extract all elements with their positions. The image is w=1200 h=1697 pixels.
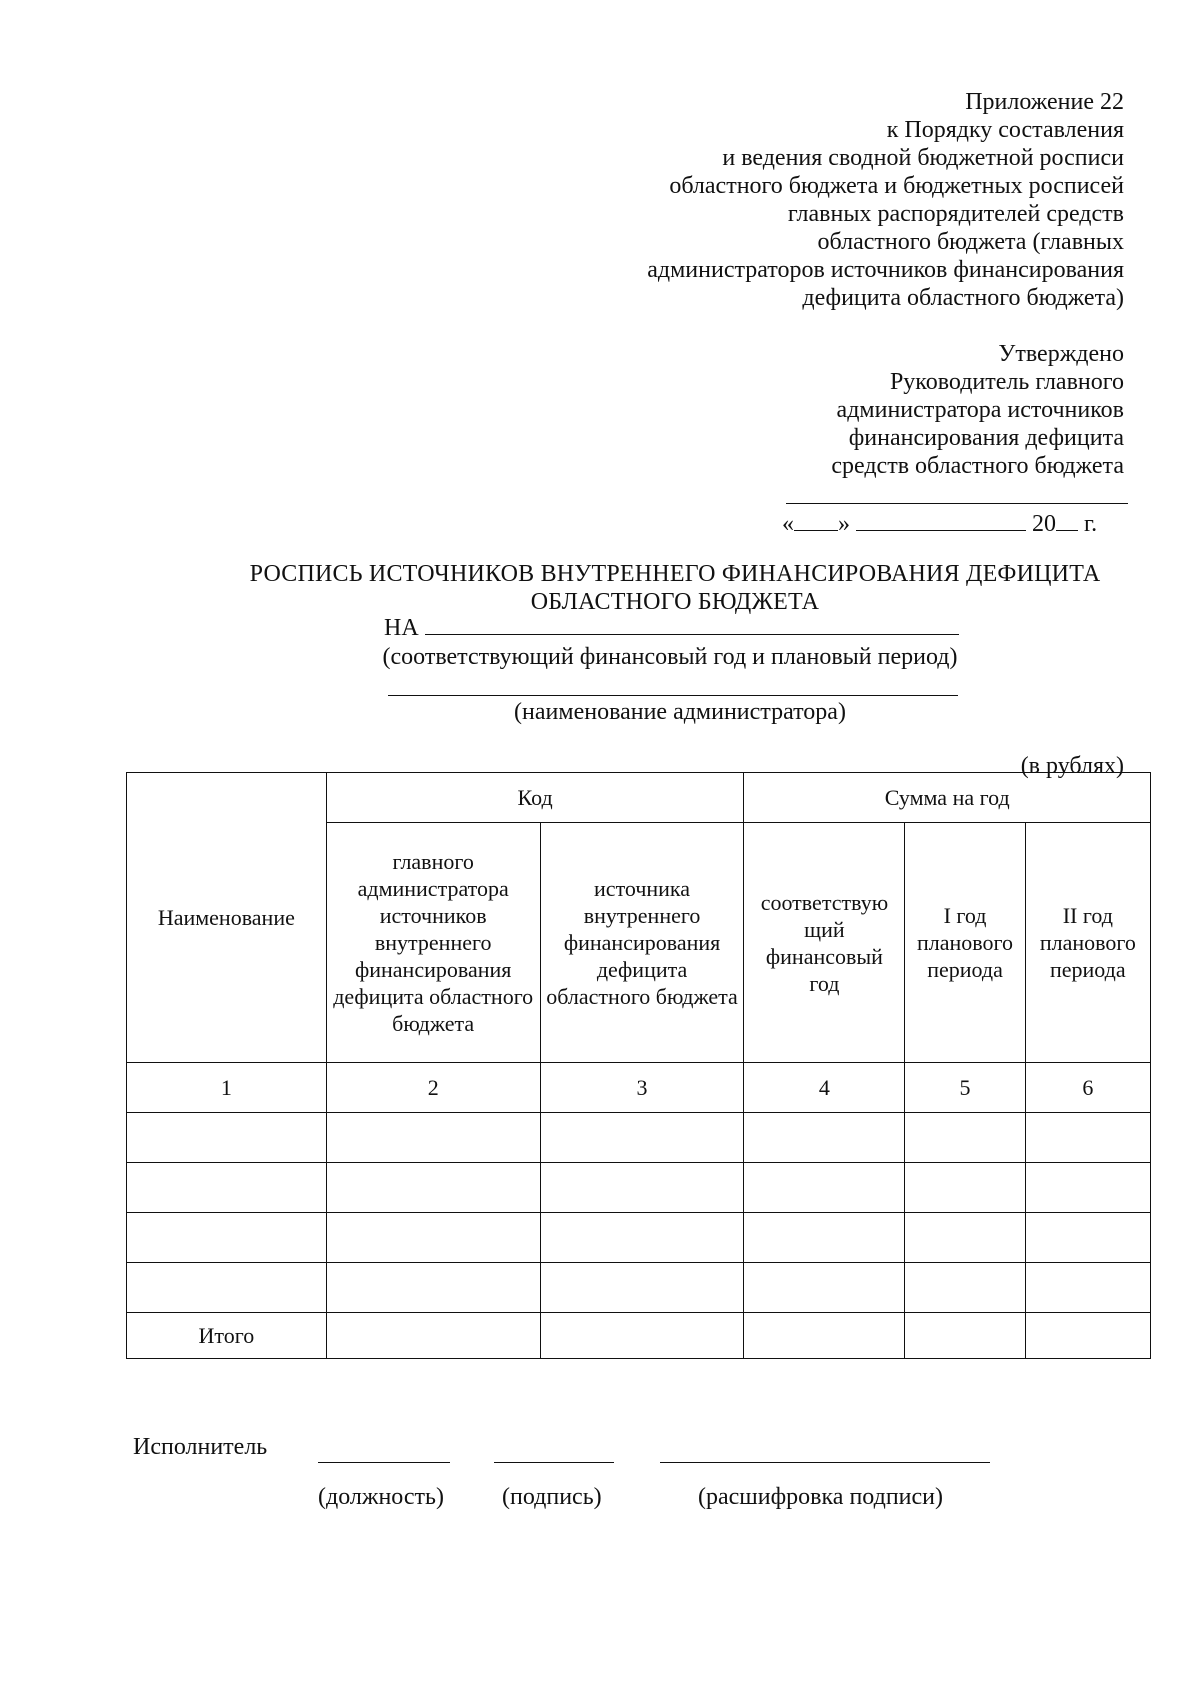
administrator-caption: (наименование администратора): [514, 699, 846, 725]
table-cell[interactable]: [1025, 1313, 1150, 1359]
approval-line: финансирования дефицита: [848, 425, 1124, 451]
header-sum-current: соответствую щий финансовый год: [744, 823, 905, 1063]
table-cell[interactable]: [1025, 1213, 1150, 1263]
executor-label: Исполнитель: [133, 1434, 268, 1460]
header-code-admin: главного администратора источников внутреннего финансирования дефицита областного бюджета: [326, 823, 540, 1063]
column-number: 1: [127, 1063, 327, 1113]
appendix-line: и ведения сводной бюджетной росписи: [722, 145, 1124, 171]
decoding-caption: (расшифровка подписи): [698, 1484, 943, 1510]
table-cell[interactable]: [744, 1263, 905, 1313]
total-label: Итого: [127, 1313, 327, 1359]
appendix-line: главных распорядителей средств: [787, 201, 1124, 227]
table-cell[interactable]: [540, 1263, 744, 1313]
header-sum: Сумма на год: [744, 773, 1151, 823]
table-cell[interactable]: [326, 1263, 540, 1313]
sources-table: [126, 772, 1151, 1359]
table-row: [127, 1263, 1151, 1313]
appendix-line: к Порядку составления: [886, 117, 1124, 143]
total-row: [127, 1313, 1151, 1359]
period-row: [384, 612, 959, 642]
table-cell[interactable]: [127, 1263, 327, 1313]
column-number: 3: [540, 1063, 744, 1113]
column-number: 4: [744, 1063, 905, 1113]
appendix-line: дефицита областного бюджета): [802, 285, 1124, 311]
table-cell[interactable]: [540, 1163, 744, 1213]
year-blank: [1056, 510, 1078, 531]
approval-block: [704, 340, 1124, 480]
table-cell[interactable]: [540, 1113, 744, 1163]
column-number: 2: [326, 1063, 540, 1113]
table-cell[interactable]: [905, 1263, 1025, 1313]
month-blank: [856, 510, 1026, 531]
approval-line: администратора источников: [836, 397, 1124, 423]
date-close-quote: »: [838, 511, 850, 537]
table-row: [127, 1213, 1151, 1263]
table-cell[interactable]: [905, 1213, 1025, 1263]
table-cell[interactable]: [1025, 1113, 1150, 1163]
table-cell[interactable]: [540, 1313, 744, 1359]
table-cell[interactable]: [1025, 1163, 1150, 1213]
table-cell[interactable]: [540, 1213, 744, 1263]
table-cell[interactable]: [905, 1113, 1025, 1163]
appendix-header: [564, 88, 1124, 312]
table-cell[interactable]: [326, 1213, 540, 1263]
column-number: 6: [1025, 1063, 1150, 1113]
position-caption: (должность): [318, 1484, 444, 1510]
appendix-line: Приложение 22: [965, 89, 1124, 115]
appendix-line: областного бюджета и бюджетных росписей: [669, 173, 1124, 199]
period-caption: (соответствующий финансовый год и плановый период): [382, 644, 958, 670]
signature-blank: [494, 1462, 614, 1463]
administrator-blank: [388, 695, 958, 696]
table-cell[interactable]: [127, 1163, 327, 1213]
table-cell[interactable]: [744, 1163, 905, 1213]
units-label: (в рублях): [1020, 753, 1124, 779]
table-row: [127, 1113, 1151, 1163]
header-code: Код: [326, 773, 744, 823]
approval-line: Руководитель главного: [889, 369, 1124, 395]
table-cell[interactable]: [326, 1313, 540, 1359]
na-label: НА: [384, 615, 419, 641]
appendix-line: администраторов источников финансирования: [647, 257, 1124, 283]
title-line-1: РОСПИСЬ ИСТОЧНИКОВ ВНУТРЕННЕГО ФИНАНСИРОВАНИЯ ДЕФИЦИТА: [249, 561, 1101, 587]
header-code-source: источника внутреннего финансирования дефицита областного бюджета: [540, 823, 744, 1063]
table-cell[interactable]: [744, 1213, 905, 1263]
table-cell[interactable]: [905, 1313, 1025, 1359]
table-cell[interactable]: [127, 1213, 327, 1263]
header-row-1: [127, 773, 1151, 823]
table-cell[interactable]: [905, 1163, 1025, 1213]
table-cell[interactable]: [127, 1113, 327, 1163]
approver-signature-line: [786, 503, 1128, 504]
decoding-blank: [660, 1462, 990, 1463]
date-year-suffix: г.: [1084, 511, 1098, 537]
title-line-2: ОБЛАСТНОГО БЮДЖЕТА: [530, 589, 820, 615]
table-cell[interactable]: [744, 1313, 905, 1359]
table-cell[interactable]: [326, 1113, 540, 1163]
approval-line: средств областного бюджета: [831, 453, 1124, 479]
appendix-line: областного бюджета (главных: [817, 229, 1124, 255]
table-cell[interactable]: [744, 1113, 905, 1163]
period-blank: [425, 612, 959, 635]
header-sum-year2: II год планового периода: [1025, 823, 1150, 1063]
column-number-row: [127, 1063, 1151, 1113]
date-year-prefix: 20: [1032, 511, 1056, 537]
signature-caption: (подпись): [502, 1484, 602, 1510]
document-title: [200, 560, 1150, 616]
table-cell[interactable]: [1025, 1263, 1150, 1313]
table-row: [127, 1163, 1151, 1213]
header-sum-year1: I год планового периода: [905, 823, 1025, 1063]
header-name: Наименование: [127, 773, 327, 1063]
date-open-quote: «: [782, 511, 794, 537]
approval-date-line: [782, 510, 1132, 538]
table-cell[interactable]: [326, 1163, 540, 1213]
position-blank: [318, 1462, 450, 1463]
approval-line: Утверждено: [998, 341, 1124, 367]
day-blank: [794, 510, 838, 531]
column-number: 5: [905, 1063, 1025, 1113]
